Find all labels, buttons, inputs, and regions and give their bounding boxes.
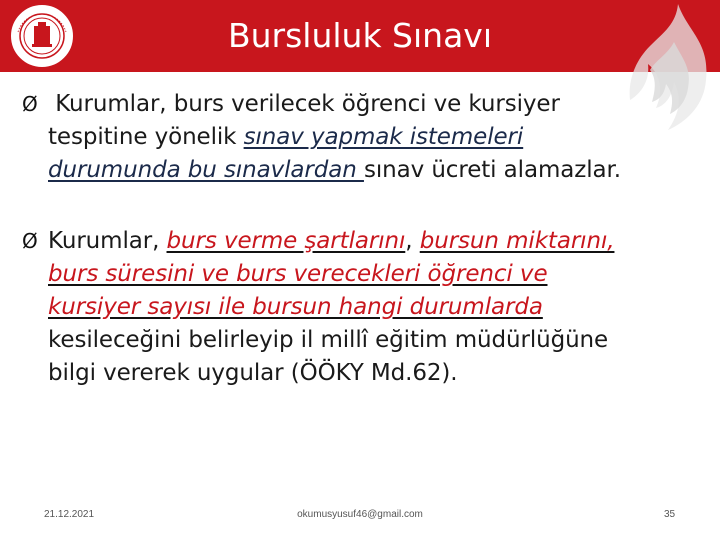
bullet-2-red-d: kursiyer sayısı ile bursun hangi durumlarda [48, 294, 543, 320]
bullet-1-line-1 [22, 88, 712, 121]
bullet-1-text-b: tespitine yönelik [48, 124, 244, 150]
bullet-1-emphasis-a: sınav yapmak istemeleri [243, 124, 524, 150]
bullet-2-text-a: Kurumlar, [48, 228, 167, 254]
bullet-2-text-c: bilgi vererek uygular (ÖÖKY Md.62). [48, 360, 458, 386]
arrow-bullet-icon: Ø [22, 229, 38, 253]
bullet-2-red-b: bursun miktarını, [419, 228, 615, 254]
footer-email: okumusyusuf46@gmail.com [297, 509, 423, 520]
slide-number: 35 [664, 509, 676, 520]
bullet-2-red-c: burs süresini ve burs verecekleri öğrenci ve [48, 261, 548, 287]
bullet-2-red-a: burs verme şartlarını [166, 228, 406, 254]
footer-date: 21.12.2021 [44, 509, 95, 520]
bullet-item-1 [22, 88, 712, 187]
bullet-1-emphasis-b: durumunda bu sınavlardan [48, 157, 364, 183]
bullet-1-line-2 [22, 121, 712, 154]
bullet-2-line-2 [22, 258, 712, 291]
bullet-2-line-3 [22, 291, 712, 324]
bullet-1-text-a: Kurumlar, burs verilecek öğrenci ve kursiyer [48, 91, 560, 117]
page-title: Bursluluk Sınavı [227, 16, 493, 55]
bullet-1-line-3 [22, 154, 712, 187]
bullet-2-line-5 [22, 357, 712, 390]
bullet-item-2 [22, 225, 712, 390]
arrow-bullet-icon: Ø [22, 92, 38, 116]
bullet-2-line-4 [22, 324, 712, 357]
bullet-2-sep: , [405, 228, 420, 254]
bullet-1-text-c: sınav ücreti alamazlar. [363, 157, 621, 183]
bullet-2-text-b: kesileceğini belirleyip il millî eğitim müdürlüğüne [48, 327, 609, 353]
bullet-2-line-1 [22, 225, 712, 258]
